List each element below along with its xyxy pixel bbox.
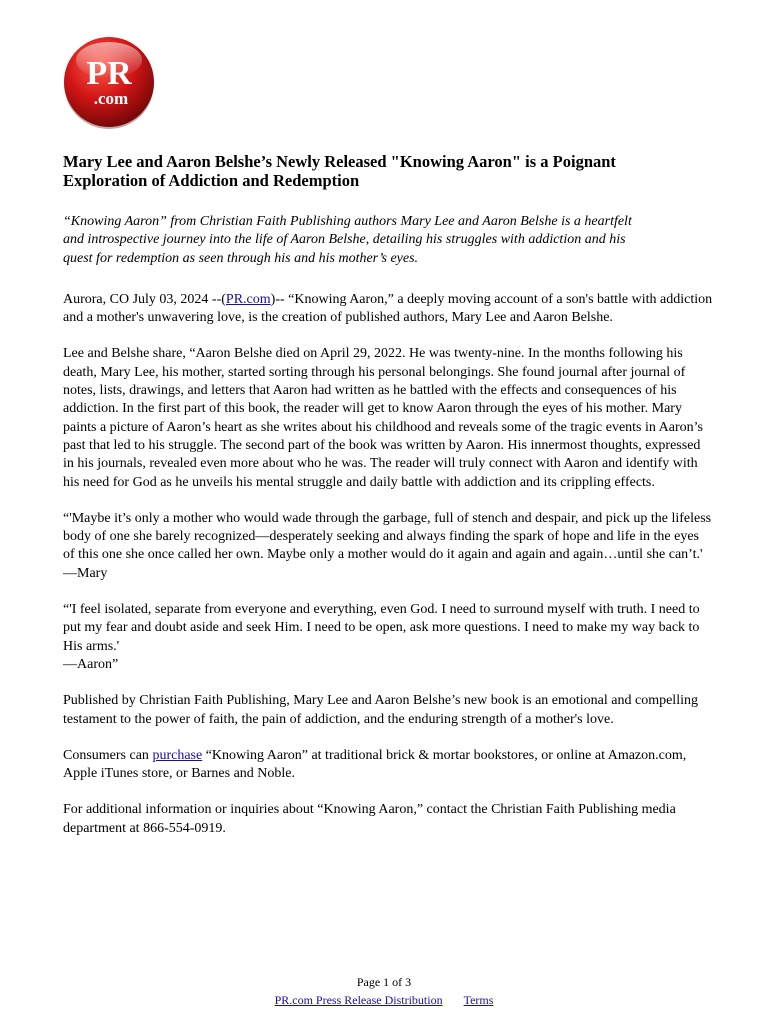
body-paragraph-authors-share: Lee and Belshe share, “Aaron Belshe died on April 29, 2022. He was twenty-nine. In the months following his death, Mary Lee, his mother, started sorting through his personal belongings. She found journal after journal of notes, lists, drawings, and letters that Aaron had written as he battled with the effects and consequences of his addiction. In the first part of this book, the reader will get to know Aaron through the eyes of his mother. Mary paints a picture of Aaron’s heart as she writes about his childhood and reveals some of the tragic events in Aaron’s past that led to his struggle. The second part of the book was written by Aaron. His innermost thoughts, expressed in his journals, revealed even more about who he was. The reader will truly connect with Aaron and identify with his need for God as he unveils his mental struggle and daily battle with addiction and its crippling effects. — [63, 346, 703, 490]
body-paragraph-contact: For additional information or inquiries about “Knowing Aaron,” contact the Christian Faith Publishing media department at 866-554-0919. — [63, 802, 676, 836]
dateline-text-after: )-- “Knowing Aaron,” a deeply moving account of a son's battle with addiction and a mother's unwavering love, is the creation of published authors, Mary Lee and Aaron Belshe. — [63, 291, 713, 326]
pr-com-logo — [62, 36, 156, 130]
purchase-link[interactable]: purchase — [152, 747, 203, 763]
dateline-paragraph — [63, 291, 713, 328]
footer-links — [0, 992, 768, 1008]
quote-mary-attribution: —Mary — [63, 565, 108, 581]
body-paragraph-purchase — [63, 747, 713, 784]
logo-text-pr: PR — [86, 55, 132, 92]
quote-mary — [63, 510, 713, 583]
purchase-text-before: Consumers can — [63, 747, 153, 763]
footer-distribution-link[interactable]: PR.com Press Release Distribution — [274, 993, 443, 1007]
page-footer — [0, 974, 768, 1008]
pr-com-link[interactable]: PR.com — [225, 291, 271, 307]
quote-aaron-text: “'I feel isolated, separate from everyone and everything, even God. I need to surround myself with truth. I need to put my fear and doubt aside and seek Him. I need to be open, ask more questions. I need to make my way back to His arms.' — [63, 602, 700, 654]
purchase-text-after: “Knowing Aaron” at traditional brick & mortar bookstores, or online at Amazon.com, Apple iTunes store, or Barnes and Noble. — [63, 747, 687, 782]
quote-aaron-attribution: —Aaron” — [63, 656, 119, 672]
press-release-summary: “Knowing Aaron” from Christian Faith Publishing authors Mary Lee and Aaron Belshe is a heartfelt and introspective journey into the life of Aaron Belshe, detailing his struggles with addiction and his quest for redemption as seen through his and his mother’s eyes. — [63, 214, 632, 266]
dateline-text-before: Aurora, CO July 03, 2024 --( — [63, 291, 226, 307]
quote-aaron — [63, 601, 713, 674]
page-number: Page 1 of 3 — [356, 975, 412, 989]
logo-text-com: .com — [93, 89, 129, 108]
press-release-headline: Mary Lee and Aaron Belshe’s Newly Released "Knowing Aaron" is a Poignant Exploration of Addiction and Redemption — [63, 152, 616, 190]
footer-terms-link[interactable]: Terms — [463, 993, 494, 1007]
pr-com-logo-graphic — [62, 36, 156, 130]
press-release-content — [63, 152, 713, 838]
body-paragraph-published-by: Published by Christian Faith Publishing, Mary Lee and Aaron Belshe’s new book is an emotional and compelling testament to the power of faith, the pain of addiction, and the enduring strength of a mother's love. — [63, 693, 698, 727]
quote-mary-text: “'Maybe it’s only a mother who would wade through the garbage, full of stench and despair, and pick up the lifeless body of one she barely recognized—desperately seeking and always finding the spark of hope and life in the eyes of this one she once called her own. Maybe only a mother would do it again and again and again…until she can’t.' — [63, 510, 712, 563]
